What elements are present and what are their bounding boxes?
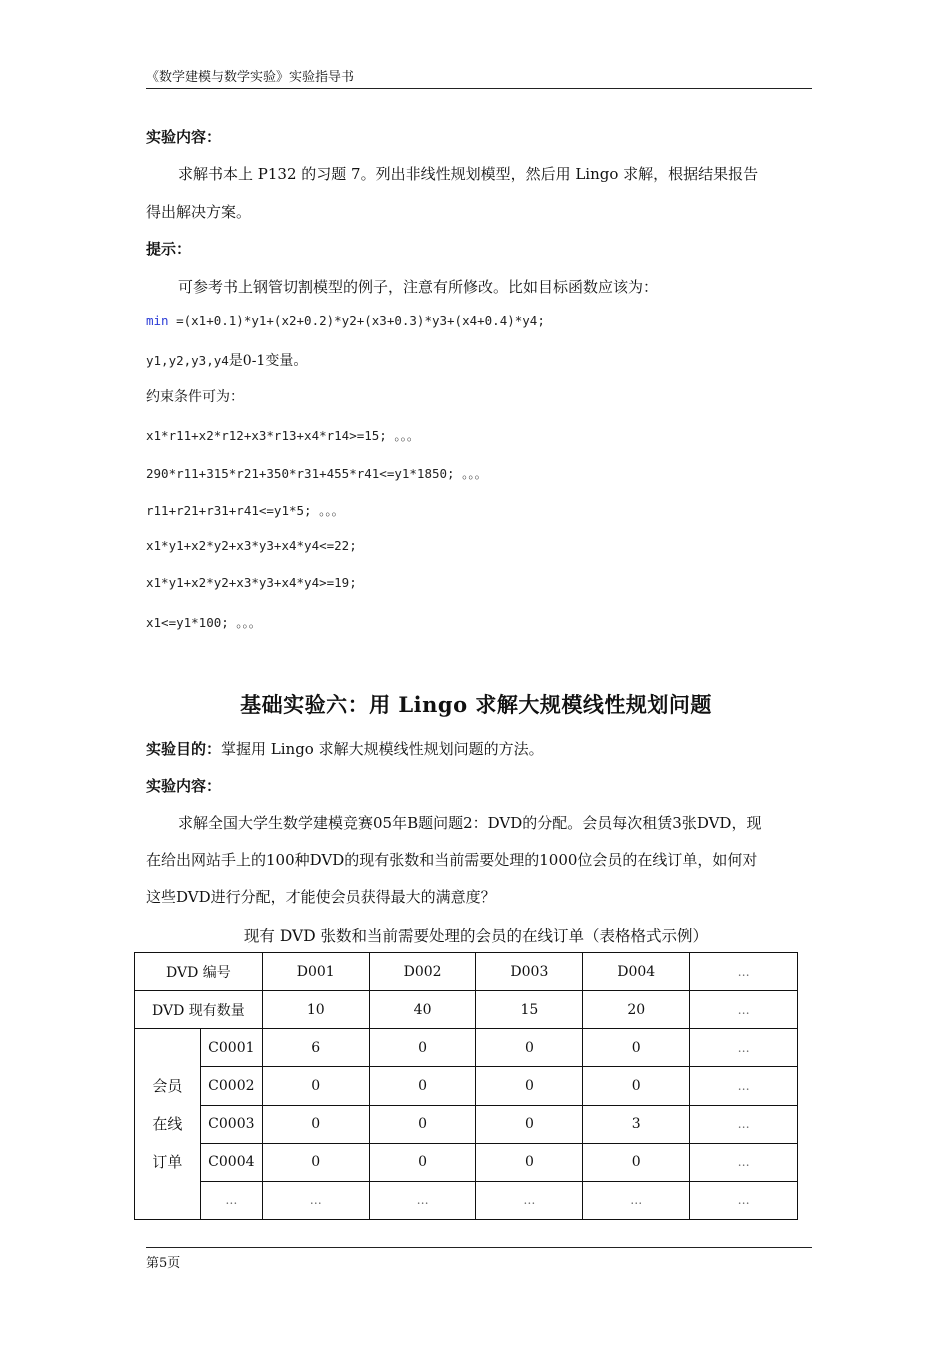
table-cell: 0 — [583, 1067, 690, 1105]
table-cell: 0 — [262, 1143, 369, 1181]
table-column-header: D001 — [262, 953, 369, 991]
content-label: 实验内容： — [146, 128, 222, 146]
page-header: 《数学建模与数学实验》实验指导书 — [146, 68, 812, 89]
constraint-line: x1*y1+x2*y2+x3*y3+x4*y4>=19; — [146, 575, 357, 590]
table-column-header: D003 — [476, 953, 583, 991]
constraint-line: x1*r11+x2*r12+x3*r13+x4*r14>=15; 。。。 — [146, 428, 420, 443]
table-cell: 0 — [583, 1143, 690, 1181]
table-cell: … — [690, 1181, 798, 1219]
stock-row — [135, 991, 798, 1029]
code-vars: y1,y2,y3,y4 — [146, 353, 229, 368]
stock-label: DVD 现有数量 — [135, 991, 263, 1029]
table-cell: 0 — [369, 1105, 476, 1143]
constraint-line: r11+r21+r31+r41<=y1*5; 。。。 — [146, 503, 345, 518]
constraint-line: x1<=y1*100; 。。。 — [146, 615, 262, 630]
table-caption: 现有 DVD 张数和当前需要处理的会员的在线订单（表格格式示例） — [243, 927, 709, 945]
table-cell: 0 — [476, 1067, 583, 1105]
member-id: C0002 — [200, 1067, 262, 1105]
code-keyword: min — [146, 313, 169, 328]
table-header-label: DVD 编号 — [135, 953, 263, 991]
table-cell: … — [369, 1181, 476, 1219]
hint-text: 可参考书上钢管切割模型的例子，注意有所修改。比如目标函数应该为： — [178, 278, 659, 296]
content-label-2: 实验内容： — [146, 777, 222, 795]
table-cell: 0 — [583, 1029, 690, 1067]
table-cell: … — [690, 1143, 798, 1181]
code-objective: =(x1+0.1)*y1+(x2+0.2)*y2+(x3+0.3)*y3+(x4+0.4)*y4; — [168, 313, 545, 328]
member-label-line: 订单 — [152, 1153, 183, 1172]
table-cell: 0 — [262, 1067, 369, 1105]
constraint-label: 约束条件可为： — [146, 389, 244, 405]
table-cell: … — [690, 1105, 798, 1143]
table-row — [135, 1029, 798, 1067]
table-cell: 0 — [476, 1105, 583, 1143]
stock-cell: 15 — [476, 991, 583, 1029]
table-cell: … — [690, 1067, 798, 1105]
table-cell: 6 — [262, 1029, 369, 1067]
content2-line2: 在给出网站手上的100种DVD的现有张数和当前需要处理的1000位会员的在线订单，如何对 — [146, 851, 758, 869]
member-order-label — [135, 1029, 201, 1220]
member-id: C0004 — [200, 1143, 262, 1181]
table-cell: 0 — [476, 1029, 583, 1067]
table-cell: 0 — [369, 1067, 476, 1105]
member-label-line: 在线 — [152, 1115, 183, 1134]
purpose-line — [146, 738, 544, 759]
stock-cell: 10 — [262, 991, 369, 1029]
stock-cell: 20 — [583, 991, 690, 1029]
table-cell: … — [690, 1029, 798, 1067]
table-cell: 3 — [583, 1105, 690, 1143]
table-cell: … — [476, 1181, 583, 1219]
table-cell: 0 — [262, 1105, 369, 1143]
code-vars-note: 是0-1变量。 — [228, 353, 308, 369]
hint-label: 提示： — [146, 240, 192, 258]
table-row — [135, 1067, 798, 1105]
member-label-line: 会员 — [152, 1077, 183, 1096]
table-column-header: … — [690, 953, 798, 991]
content-text-line1: 求解书本上 P132 的习题 7。列出非线性规划模型，然后用 Lingo 求解，根据结果报告 — [178, 165, 759, 183]
content2-line1: 求解全国大学生数学建模竞赛05年B题问题2：DVD的分配。会员每次租赁3张DVD，现 — [178, 814, 762, 832]
code-objective-line — [146, 313, 545, 328]
code-vars-line — [146, 350, 307, 370]
table-header-row — [135, 953, 798, 991]
table-cell: 0 — [369, 1029, 476, 1067]
content-text-line2: 得出解决方案。 — [146, 203, 252, 221]
constraint-line: x1*y1+x2*y2+x3*y3+x4*y4<=22; — [146, 538, 357, 553]
table-cell: … — [583, 1181, 690, 1219]
dvd-order-table — [134, 952, 798, 1220]
table-column-header: D002 — [369, 953, 476, 991]
table-row — [135, 1105, 798, 1143]
section-title: 基础实验六：用 Lingo 求解大规模线性规划问题 — [240, 692, 712, 717]
stock-cell: … — [690, 991, 798, 1029]
stock-cell: 40 — [369, 991, 476, 1029]
table-cell: … — [262, 1181, 369, 1219]
purpose-label: 实验目的： — [146, 740, 222, 758]
member-id: … — [200, 1181, 262, 1219]
table-cell: 0 — [476, 1143, 583, 1181]
table-row — [135, 1181, 798, 1219]
content2-line3: 这些DVD进行分配，才能使会员获得最大的满意度？ — [146, 888, 496, 906]
page-footer: 第5页 — [146, 1247, 812, 1271]
table-column-header: D004 — [583, 953, 690, 991]
constraint-line: 290*r11+315*r21+350*r31+455*r41<=y1*1850; 。。。 — [146, 466, 488, 481]
member-id: C0003 — [200, 1105, 262, 1143]
member-id: C0001 — [200, 1029, 262, 1067]
table-cell: 0 — [369, 1143, 476, 1181]
table-row — [135, 1143, 798, 1181]
purpose-text: 掌握用 Lingo 求解大规模线性规划问题的方法。 — [221, 740, 544, 758]
